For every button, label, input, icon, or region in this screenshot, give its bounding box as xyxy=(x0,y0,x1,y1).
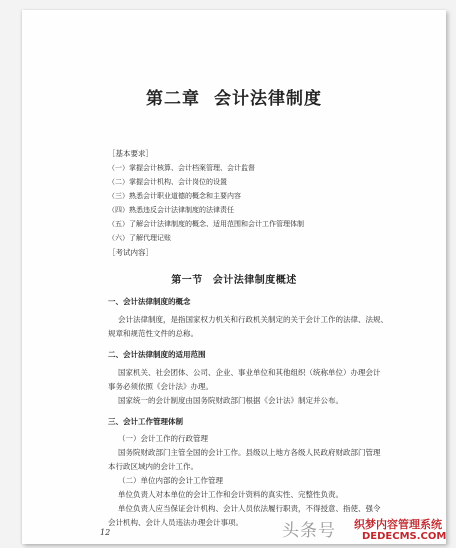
requirement-item: （二）掌握会计机构、会计岗位的设置 xyxy=(108,178,227,186)
document-page xyxy=(22,10,446,544)
part3-line: 单位负责人应当保证会计机构、会计人员依法履行职责，不得授意、指使、强令 xyxy=(118,504,381,513)
part1-line: 会计法律制度，是指国家权力机关和行政机关制定的关于会计工作的法律、法规、 xyxy=(118,315,388,324)
watermark-site-url: DEDECMS.COM xyxy=(362,531,447,542)
requirements-block xyxy=(108,148,428,245)
part3-heading: 三、会计工作管理体制 xyxy=(108,417,183,426)
requirement-item: （一）掌握会计核算、会计档案管理、会计监督 xyxy=(108,164,255,172)
chapter-title xyxy=(22,84,446,109)
requirement-item: （六）了解代理记账 xyxy=(108,234,171,242)
watermark xyxy=(282,514,452,546)
part3-line: 国务院财政部门主管全国的会计工作。县级以上地方各级人民政府财政部门管理 xyxy=(118,448,381,457)
part3-subheading: （一）会计工作的行政管理 xyxy=(118,434,208,443)
part2-line: 事务必须依照《会计法》办理。 xyxy=(108,382,213,391)
part2-line: 国家机关、社会团体、公司、企业、事业单位和其他组织（统称单位）办理会计 xyxy=(118,368,381,377)
part2-line: 国家统一的会计制度由国务院财政部门根据《会计法》制定并公布。 xyxy=(118,396,343,405)
section-number: 第一节 xyxy=(171,275,203,286)
part3-line: 会计机构、会计人员违法办理会计事项。 xyxy=(108,518,243,527)
chapter-number: 第二章 xyxy=(146,89,200,109)
requirement-item: （四）熟悉违反会计法律制度的法律责任 xyxy=(108,206,234,214)
part3-line: 单位负责人对本单位的会计工作和会计资料的真实性、完整性负责。 xyxy=(118,490,343,499)
chapter-name: 会计法律制度 xyxy=(214,89,322,109)
section-name: 会计法律制度概述 xyxy=(212,275,297,286)
requirements-heading: ［基本要求］ xyxy=(108,149,153,158)
requirement-item: （三）熟悉会计职业道德的概念和主要内容 xyxy=(108,192,241,200)
watermark-source: 头条号 xyxy=(282,521,336,541)
section-title xyxy=(22,271,446,286)
exam-content-heading: ［考试内容］ xyxy=(108,248,153,257)
part3-subheading: （二）单位内部的会计工作管理 xyxy=(118,476,223,485)
part1-heading: 一、会计法律制度的概念 xyxy=(108,297,191,306)
part1-line: 规章和规范性文件的总称。 xyxy=(108,329,198,338)
part2-heading: 二、会计法律制度的适用范围 xyxy=(108,350,206,359)
page-number: 12 xyxy=(100,528,111,537)
requirement-item: （五）了解会计法律制度的概念、适用范围和会计工作管理体制 xyxy=(108,220,304,228)
watermark-site-name: 织梦内容管理系统 xyxy=(354,518,442,531)
part3-line: 本行政区域内的会计工作。 xyxy=(108,462,198,471)
